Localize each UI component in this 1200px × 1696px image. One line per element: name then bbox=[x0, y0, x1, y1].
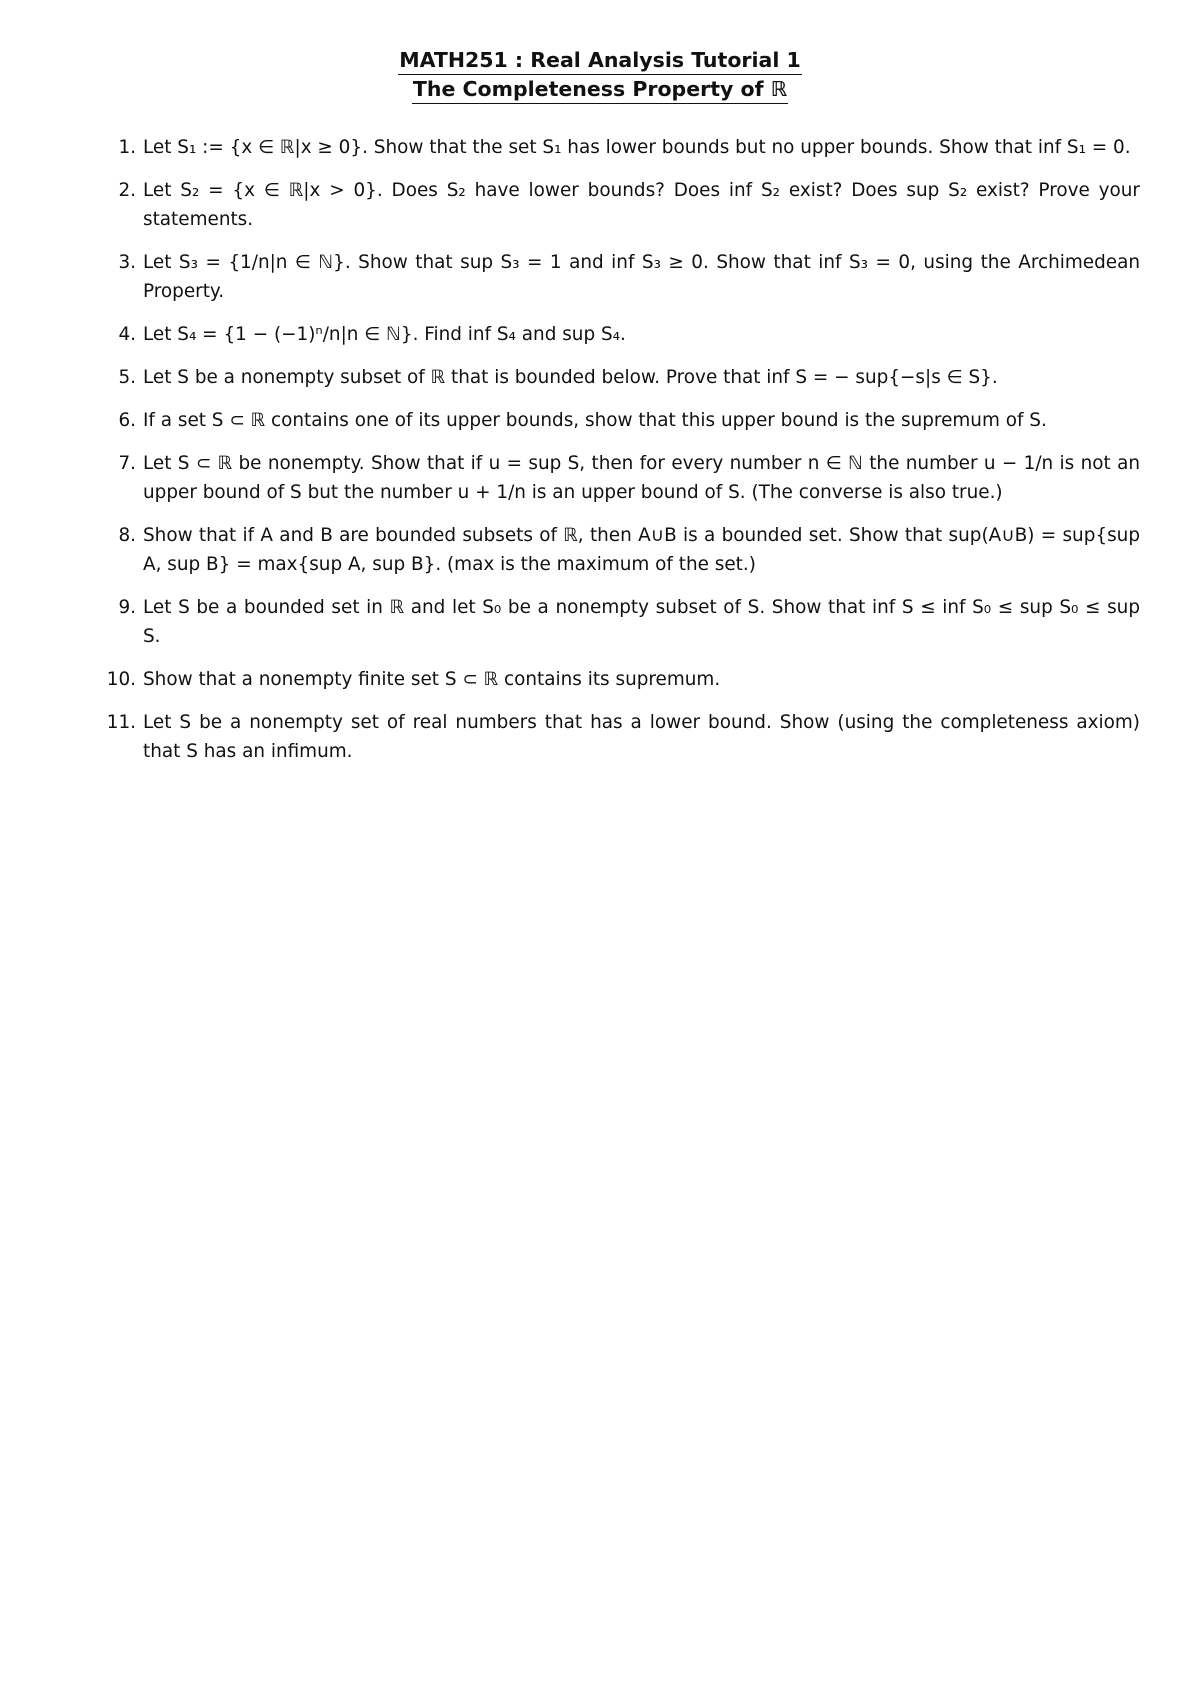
list-item bbox=[96, 176, 1140, 234]
item-number: 3. bbox=[118, 252, 136, 273]
item-text: Let S ⊂ ℝ be nonempty. Show that if u = sup S, then for every number n ∈ ℕ the number u − 1/n is not an upper bound of S but the number u + 1/n is an upper bound of S. (The converse is also true.) bbox=[143, 453, 1140, 503]
item-number: 7. bbox=[118, 453, 136, 474]
item-text: Let S be a nonempty set of real numbers that has a lower bound. Show (using the completeness axiom) that S has an infimum. bbox=[143, 712, 1140, 762]
item-number: 4. bbox=[118, 324, 136, 345]
item-text: Let S₂ = {x ∈ ℝ|x > 0}. Does S₂ have lower bounds? Does inf S₂ exist? Does sup S₂ exist? Prove your statements. bbox=[143, 180, 1140, 230]
item-text: Let S₁ := {x ∈ ℝ|x ≥ 0}. Show that the set S₁ has lower bounds but no upper bounds. Show that inf S₁ = 0. bbox=[143, 137, 1131, 158]
item-number: 1. bbox=[118, 137, 136, 158]
item-text: Let S₄ = {1 − (−1)ⁿ/n|n ∈ ℕ}. Find inf S₄ and sup S₄. bbox=[143, 324, 626, 345]
item-number: 8. bbox=[118, 525, 136, 546]
document-title: MATH251 : Real Analysis Tutorial 1 bbox=[398, 46, 802, 75]
item-text: Show that a nonempty finite set S ⊂ ℝ contains its supremum. bbox=[143, 669, 721, 690]
list-item bbox=[96, 406, 1140, 435]
list-item bbox=[96, 449, 1140, 507]
list-item bbox=[96, 708, 1140, 766]
list-item bbox=[96, 248, 1140, 306]
document-subtitle: The Completeness Property of ℝ bbox=[412, 75, 788, 104]
list-item bbox=[96, 363, 1140, 392]
item-text: If a set S ⊂ ℝ contains one of its upper bounds, show that this upper bound is the supremum of S. bbox=[143, 410, 1047, 431]
item-number: 9. bbox=[118, 597, 136, 618]
item-text: Let S be a bounded set in ℝ and let S₀ be a nonempty subset of S. Show that inf S ≤ inf S₀ ≤ sup S₀ ≤ sup S. bbox=[143, 597, 1140, 647]
item-text: Let S₃ = {1/n|n ∈ ℕ}. Show that sup S₃ = 1 and inf S₃ ≥ 0. Show that inf S₃ = 0, using the Archimedean Property. bbox=[143, 252, 1140, 302]
list-item bbox=[96, 665, 1140, 694]
item-number: 2. bbox=[118, 180, 136, 201]
item-number: 5. bbox=[118, 367, 136, 388]
title-block bbox=[398, 46, 802, 104]
item-text: Show that if A and B are bounded subsets of ℝ, then A∪B is a bounded set. Show that sup(A∪B) = sup{sup A, sup B} = max{sup A, sup B}. (max is the maximum of the set.) bbox=[143, 525, 1140, 575]
list-item bbox=[96, 521, 1140, 579]
list-item bbox=[96, 593, 1140, 651]
problem-list bbox=[96, 133, 1140, 780]
list-item bbox=[96, 133, 1140, 162]
item-number: 10. bbox=[106, 669, 136, 690]
item-text: Let S be a nonempty subset of ℝ that is bounded below. Prove that inf S = − sup{−s|s ∈ S}. bbox=[143, 367, 998, 388]
page-header bbox=[0, 46, 1200, 104]
list-item bbox=[96, 320, 1140, 349]
item-number: 11. bbox=[106, 712, 136, 733]
item-number: 6. bbox=[118, 410, 136, 431]
